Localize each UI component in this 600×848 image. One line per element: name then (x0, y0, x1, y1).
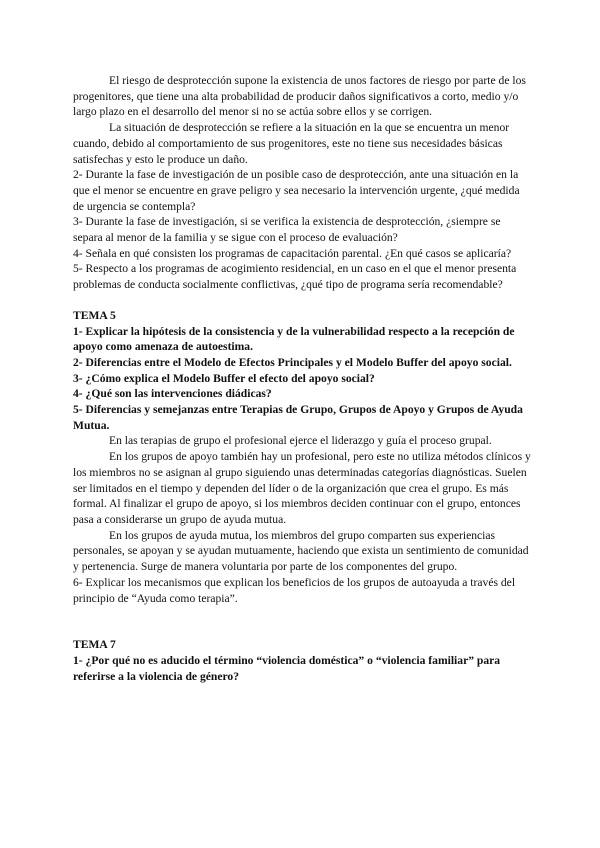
tema5-answer-support-groups: En los grupos de apoyo también hay un profesional, pero este no utiliza métodos clínicos y los miembros no se asignan al grupo siguiendo unas determinadas categorías diagnósticas. Suelen ser limitados en el tiempo y dependen del líder o de la organización que crea el grupo. Es más formal. Al finalizar el grupo de apoyo, si los miembros deciden continuar con el grupo, entonces pasa a considerarse un grupo de ayuda mutua. (73, 450, 531, 526)
tema5-answer-mutual-aid: En los grupos de ayuda mutua, los miembros del grupo comparten sus experiencias personales, se apoyan y se ayudan mutuamente, haciendo que exista un sentimiento de comunidad y pertenencia. Surge de manera voluntaria por parte de los componentes del grupo. (73, 528, 529, 574)
question-prev-4: 4- Señala en qué consisten los programas de capacitación parental. ¿En qué casos se aplicaría? (73, 246, 512, 260)
document-body (73, 73, 531, 684)
tema5-question-2: 2- Diferencias entre el Modelo de Efectos Principales y el Modelo Buffer del apoyo social. (73, 355, 512, 369)
tema7-question-1: 1- ¿Por qué no es aducido el término “violencia doméstica” o “violencia familiar” para referirse a la violencia de género? (73, 653, 501, 683)
tema5-question-4: 4- ¿Qué son las intervenciones diádicas? (73, 387, 272, 401)
tema5-question-3: 3- ¿Cómo explica el Modelo Buffer el efecto del apoyo social? (73, 371, 375, 385)
intro-paragraph-situation: La situación de desprotección se refiere a la situación en la que se encuentra un menor cuando, debido al comportamiento de sus progenitores, este no tiene sus necesidades básicas satisfechas y esto le produce un daño. (73, 121, 510, 166)
tema5-heading: TEMA 5 (73, 308, 116, 322)
tema5-question-6: 6- Explicar los mecanismos que explican los beneficios de los grupos de autoayuda a través del principio de “Ayuda como terapia”. (73, 575, 516, 605)
tema7-heading: TEMA 7 (73, 638, 116, 652)
question-prev-5: 5- Respecto a los programas de acogimiento residencial, en un caso en el que el menor presenta problemas de conducta socialmente conflictivas, ¿qué tipo de programa sería recomendable? (73, 262, 517, 292)
question-prev-3: 3- Durante la fase de investigación, si se verifica la existencia de desprotección, ¿siempre se separa al menor de la familia y se sigue con el proceso de evaluación? (73, 215, 501, 245)
tema5-question-1: 1- Explicar la hipótesis de la consistencia y de la vulnerabilidad respecto a la recepción de apoyo como amenaza de autoestima. (73, 324, 515, 354)
intro-paragraph-risk: El riesgo de desprotección supone la existencia de unos factores de riesgo por parte de los progenitores, que tiene una alta probabilidad de producir daños significativos a corto, medio y/o largo plazo en el desarrollo del menor si no se actúa sobre ellos y se corrigen. (73, 74, 526, 119)
tema5-question-5: 5- Diferencias y semejanzas entre Terapias de Grupo, Grupos de Apoyo y Grupos de Ayuda Mutua. (73, 403, 523, 432)
question-prev-2: 2- Durante la fase de investigación de un posible caso de desprotección, ante una situación en la que el menor se encuentre en grave peligro y sea necesario la intervención urgente, ¿qué medida de urgencia se contempla? (73, 168, 520, 213)
tema5-answer-group-therapy: En las terapias de grupo el profesional ejerce el liderazgo y guía el proceso grupal. (109, 434, 492, 448)
